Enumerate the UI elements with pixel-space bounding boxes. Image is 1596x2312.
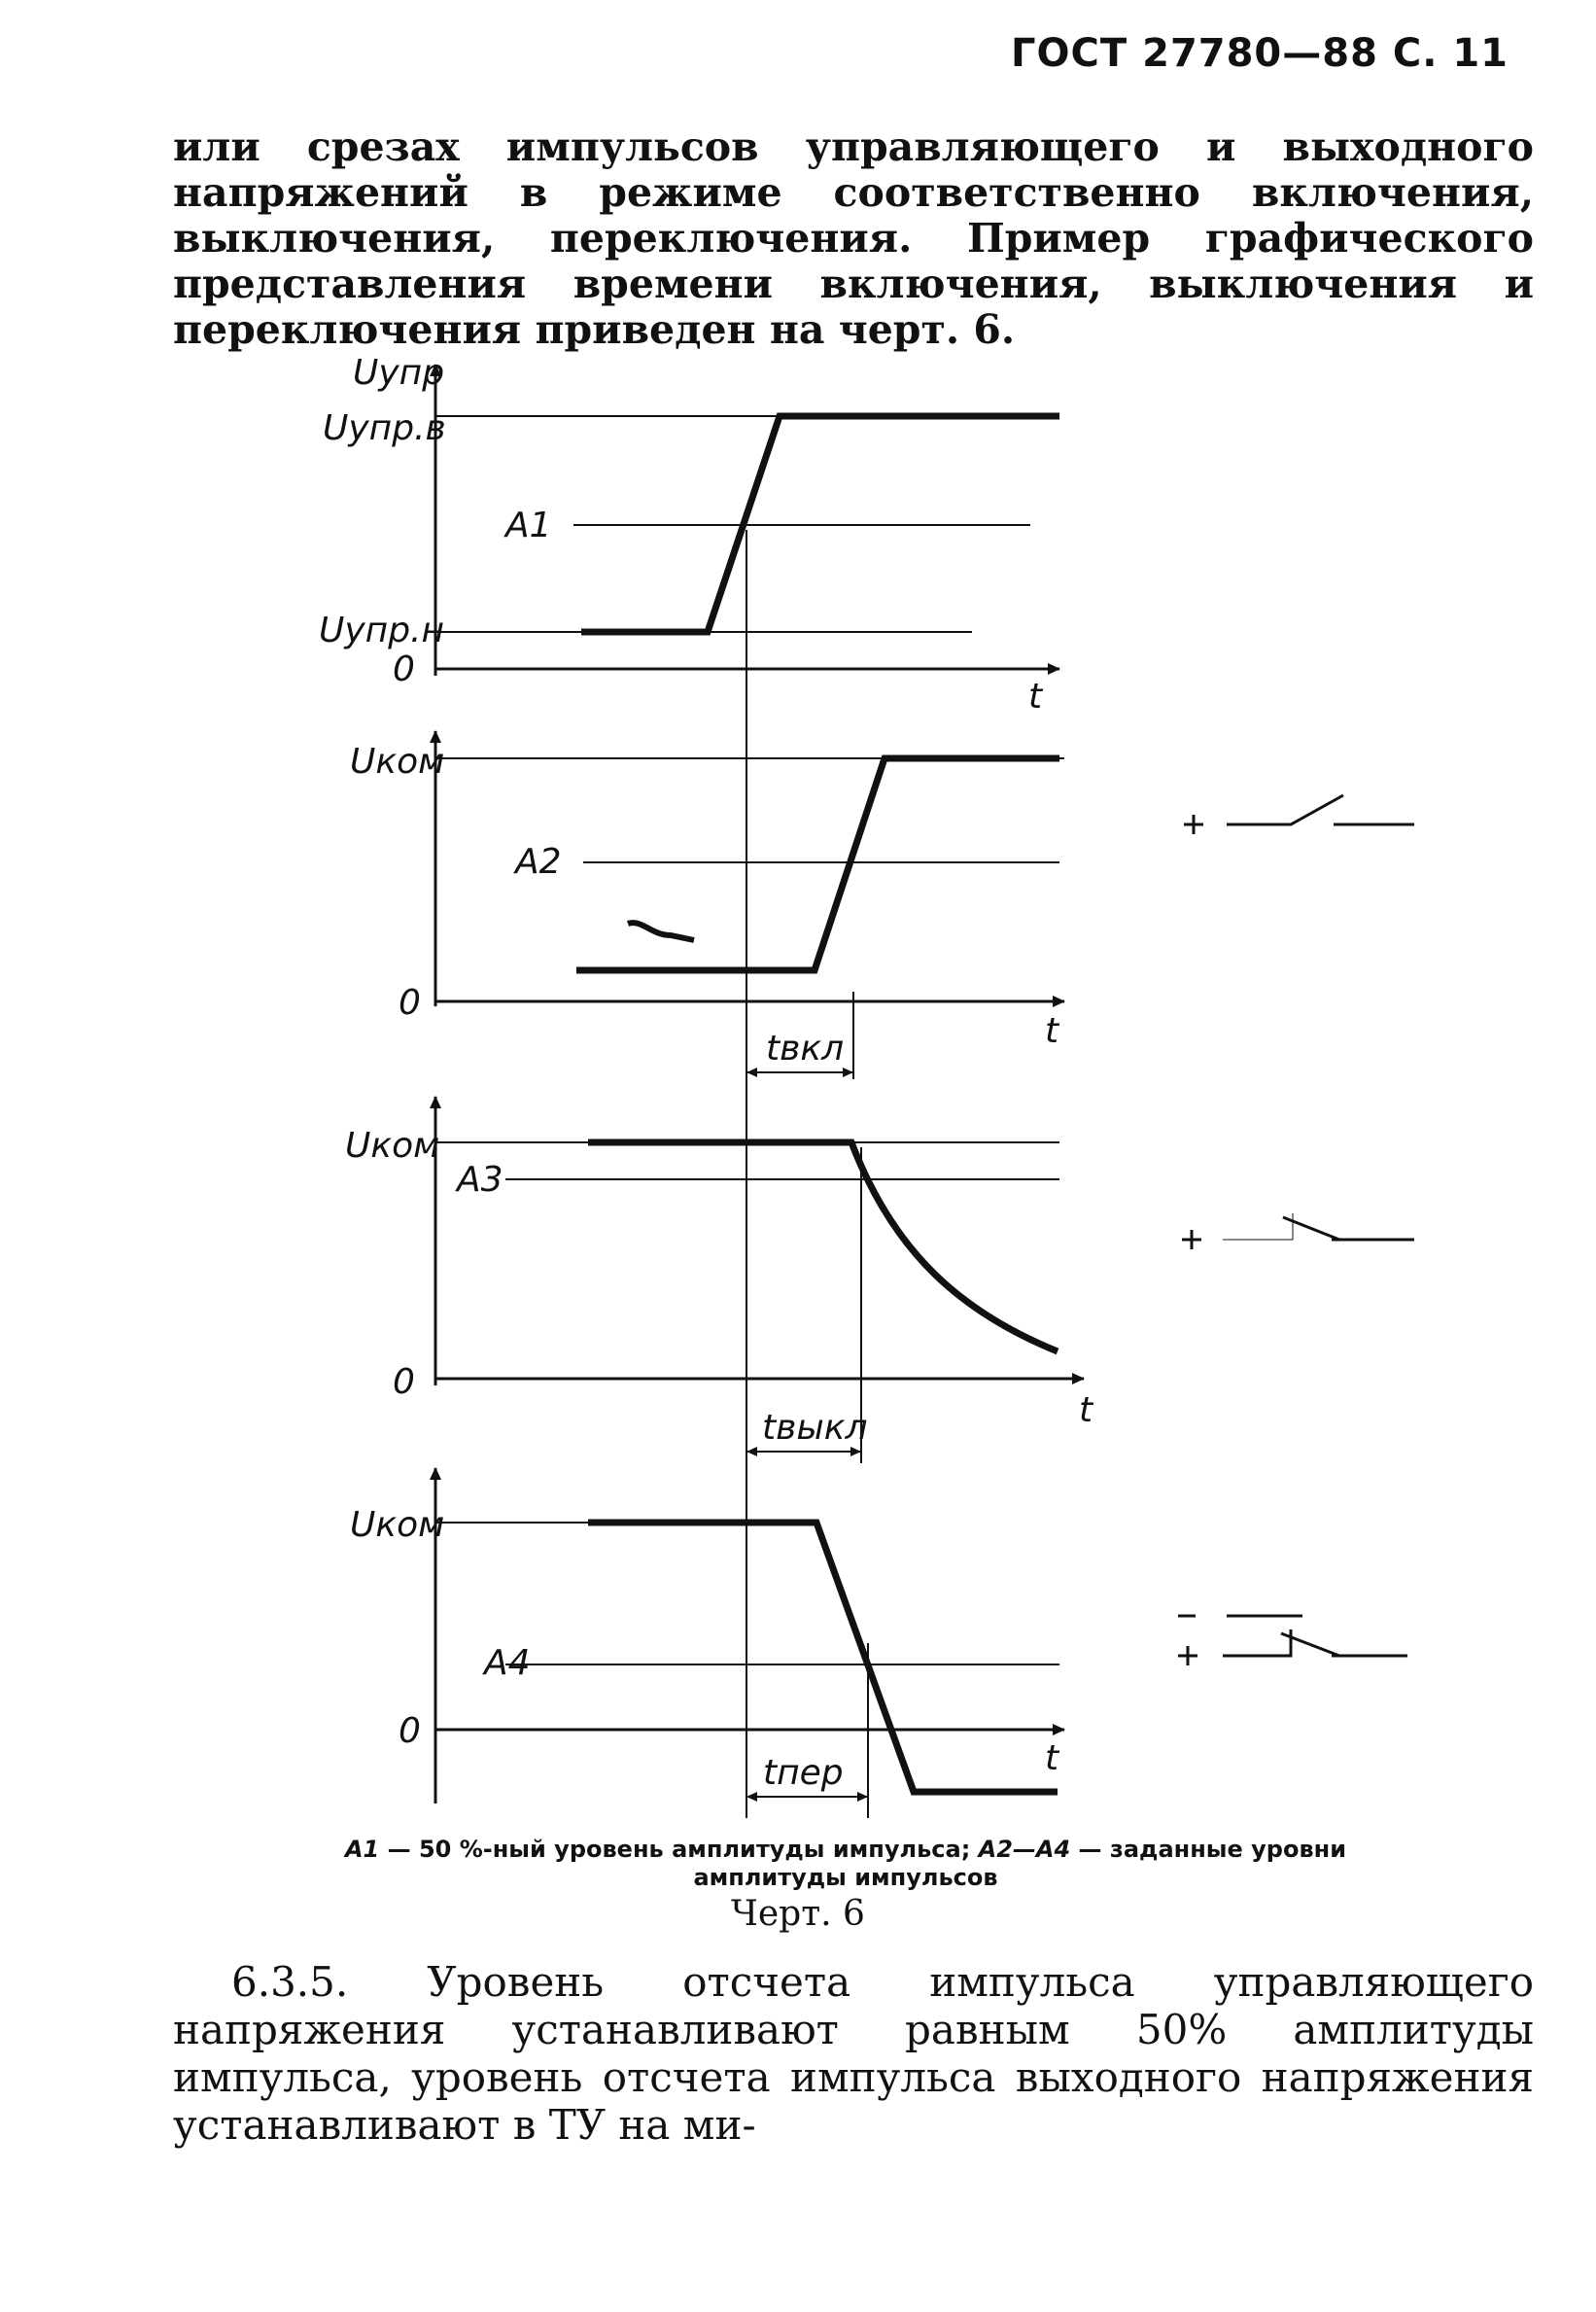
body-paragraph: или срезах импульсов управляющего и выходного напряжений в режиме соответственно включения, выключения, переключения. Пример графического представления времени включения, выключения и переключения приведен на черт. 6. <box>173 123 1534 353</box>
time-reference-lines <box>746 530 868 1818</box>
label-t: t <box>1045 1738 1059 1778</box>
label-t: t <box>1045 1011 1059 1051</box>
output-pulse-on <box>576 758 1059 970</box>
label-u-control-low: Uупр.н <box>319 611 445 650</box>
label-u-switch: Uком <box>345 1126 440 1166</box>
caption-text-a1: — 50 %-ный уровень амплитуды импульса; <box>379 1836 979 1863</box>
label-u-switch: Uком <box>350 1505 445 1545</box>
label-a3: A3 <box>457 1160 503 1200</box>
label-a1: A1 <box>505 506 552 545</box>
label-a2: A2 <box>515 842 562 882</box>
label-a4: A4 <box>484 1643 531 1683</box>
caption-term-a2-a4: A2—A4 <box>978 1836 1071 1863</box>
panel-turn-on <box>435 731 1414 1072</box>
label-t-on: tвкл <box>766 1029 845 1068</box>
label-t: t <box>1028 677 1043 717</box>
figure-caption <box>292 1836 1400 1892</box>
label-t: t <box>1079 1390 1093 1430</box>
pen-mark <box>628 923 694 940</box>
output-pulse-off <box>588 1142 1058 1351</box>
panel-switchover <box>435 1468 1407 1804</box>
section-number: 6.3.5. <box>231 1958 349 2006</box>
label-u-control-high: Uупр.в <box>323 408 446 448</box>
label-zero: 0 <box>393 1362 415 1402</box>
caption-text-a2-a4: — заданные уровни амплитуды импульсов <box>693 1836 1347 1891</box>
output-pulse-switchover <box>588 1523 1058 1792</box>
label-u-control: Uупр <box>353 353 445 393</box>
label-zero: 0 <box>399 983 421 1023</box>
section-text: Уровень отсчета импульса управляющего напряжения устанавливают равным 50% амплитуды импульса, уровень отсчета импульса выходного напряжения устанавливают в ТУ на ми- <box>173 1958 1534 2149</box>
label-t-switch: tпер <box>763 1753 844 1793</box>
section-paragraph <box>173 1958 1534 2149</box>
label-t-off: tвыкл <box>762 1408 868 1448</box>
caption-term-a1: A1 <box>344 1836 380 1863</box>
figure-number: Черт. 6 <box>731 1894 865 1934</box>
label-zero: 0 <box>399 1711 421 1751</box>
label-zero: 0 <box>393 649 415 689</box>
label-u-switch: Uком <box>350 742 445 782</box>
panel-turn-off <box>435 1097 1414 1452</box>
page-header: ГОСТ 27780—88 С. 11 <box>1011 31 1509 76</box>
